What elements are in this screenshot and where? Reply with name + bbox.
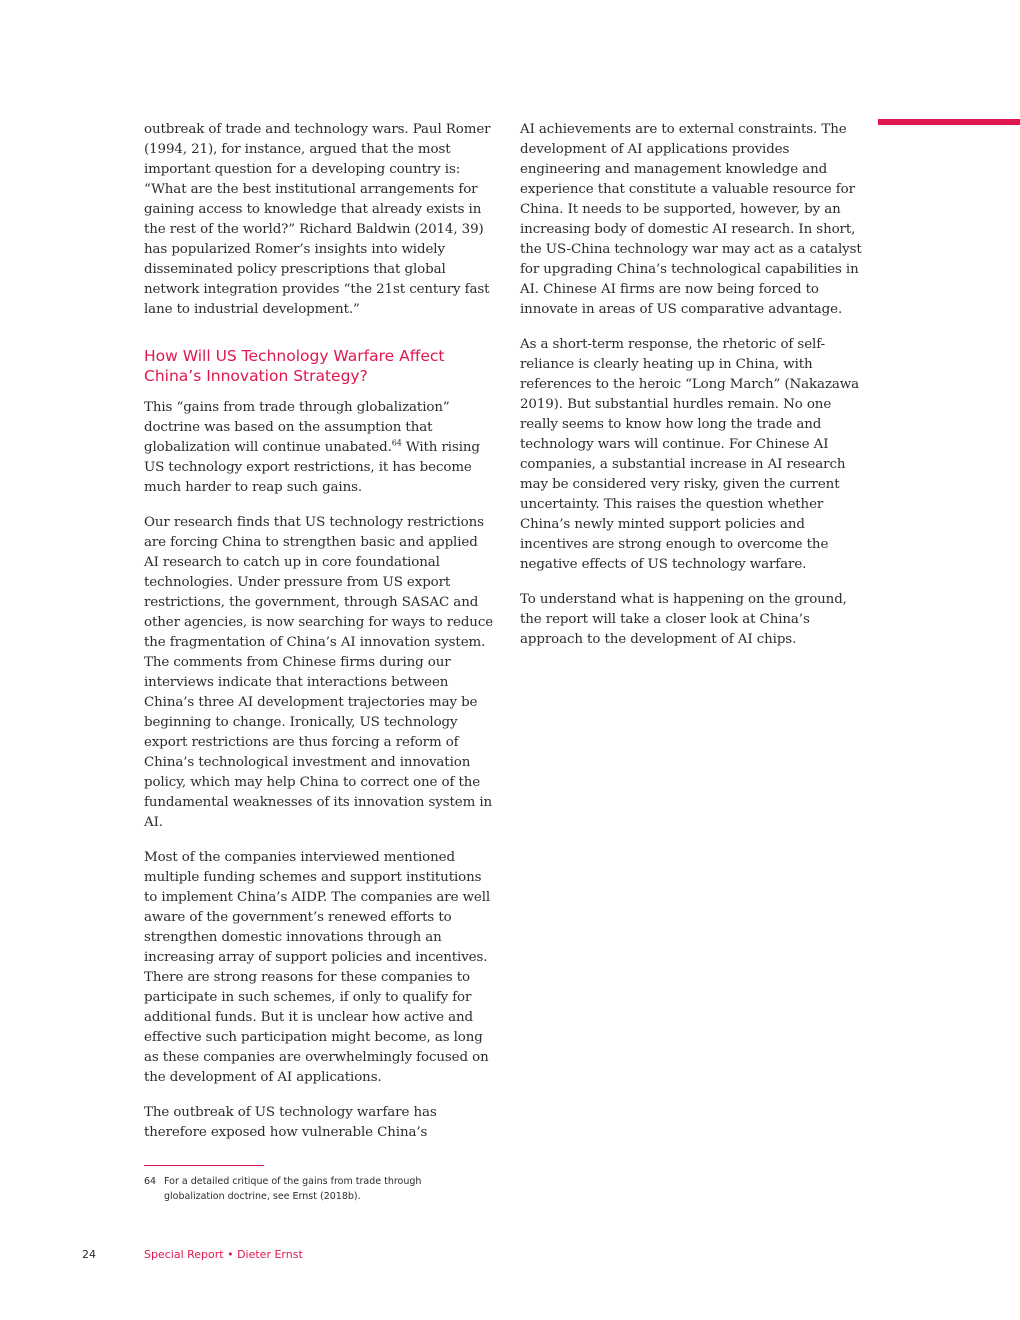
right-column	[520, 120, 872, 665]
footnote	[144, 1174, 484, 1204]
body-paragraph: Our research finds that US technology restrictions are forcing China to strengthen basic and applied AI research to catch up in core foundational technologies. Under pressure from US export restrictions, the government, through SASAC and other agencies, is now searching for ways to reduce the fragmentation of China’s AI innovation system. The comments from Chinese firms during our interviews indicate that interactions between China’s three AI development trajectories may be beginning to change. Ironically, US technology export restrictions are thus forcing a reform of China’s technological investment and innovation policy, which may help China to correct one of the fundamental weaknesses of its innovation system in AI.	[144, 515, 494, 830]
body-paragraph: AI achievements are to external constraints. The development of AI applications provides engineering and management knowledge and experience that constitute a valuable resource for China. It needs to be supported, however, by an increasing body of domestic AI research. In short, the US-China technology war may act as a catalyst for upgrading China’s technological capabilities in AI. Chinese AI firms are now being forced to innovate in areas of US comparative advantage.	[520, 122, 862, 317]
body-paragraph: To understand what is happening on the ground, the report will take a closer look at China’s approach to the development of AI chips.	[520, 592, 847, 647]
footnote-divider	[144, 1165, 264, 1166]
running-footer: Special Report • Dieter Ernst	[144, 1248, 303, 1261]
body-paragraph: Most of the companies interviewed mentioned multiple funding schemes and support institutions to implement China’s AIDP. The companies are well aware of the government’s renewed efforts to strengthen domestic innovations through an increasing array of support policies and incentives. There are strong reasons for these companies to participate in such schemes, if only to qualify for additional funds. But it is unclear how active and effective such participation might become, as long as these companies are overwhelmingly focused on the development of AI applications.	[144, 850, 491, 1085]
footnote-number: 64	[144, 1176, 157, 1187]
body-paragraph: As a short-term response, the rhetoric of self-reliance is clearly heating up in China, with references to the heroic “Long March” (Nakazawa 2019). But substantial hurdles remain. No one really seems to know how long the trade and technology wars will continue. For Chinese AI companies, a substantial increase in AI research may be considered very risky, given the current uncertainty. This raises the question whether China’s newly minted support policies and incentives are strong enough to overcome the negative effects of US technology warfare.	[520, 337, 860, 572]
accent-bar	[878, 119, 1020, 125]
body-paragraph	[144, 398, 496, 498]
footnote-text: For a detailed critique of the gains from trade through globalization doctrine, see Ernst (2018b).	[164, 1176, 422, 1202]
paragraph-text: With rising US technology export restrictions, it has become much harder to reap such gains.	[144, 440, 480, 495]
left-column	[144, 120, 496, 1158]
body-paragraph: The outbreak of US technology warfare has therefore exposed how vulnerable China’s	[144, 1105, 437, 1140]
paragraph-text: This “gains from trade through globalization” doctrine was based on the assumption that globalization will continue unabated.	[144, 400, 450, 455]
body-paragraph: outbreak of trade and technology wars. Paul Romer (1994, 21), for instance, argued that the most important question for a developing country is: “What are the best institutional arrangements for gaining access to knowledge that already exists in the rest of the world?” Richard Baldwin (2014, 39) has popularized Romer’s insights into widely disseminated policy prescriptions that global network integration provides “the 21st century fast lane to industrial development.”	[144, 122, 491, 317]
section-heading: How Will US Technology Warfare Affect China’s Innovation Strategy?	[144, 347, 445, 385]
page-number: 24	[82, 1248, 96, 1261]
footnote-reference[interactable]: 64	[391, 438, 402, 448]
